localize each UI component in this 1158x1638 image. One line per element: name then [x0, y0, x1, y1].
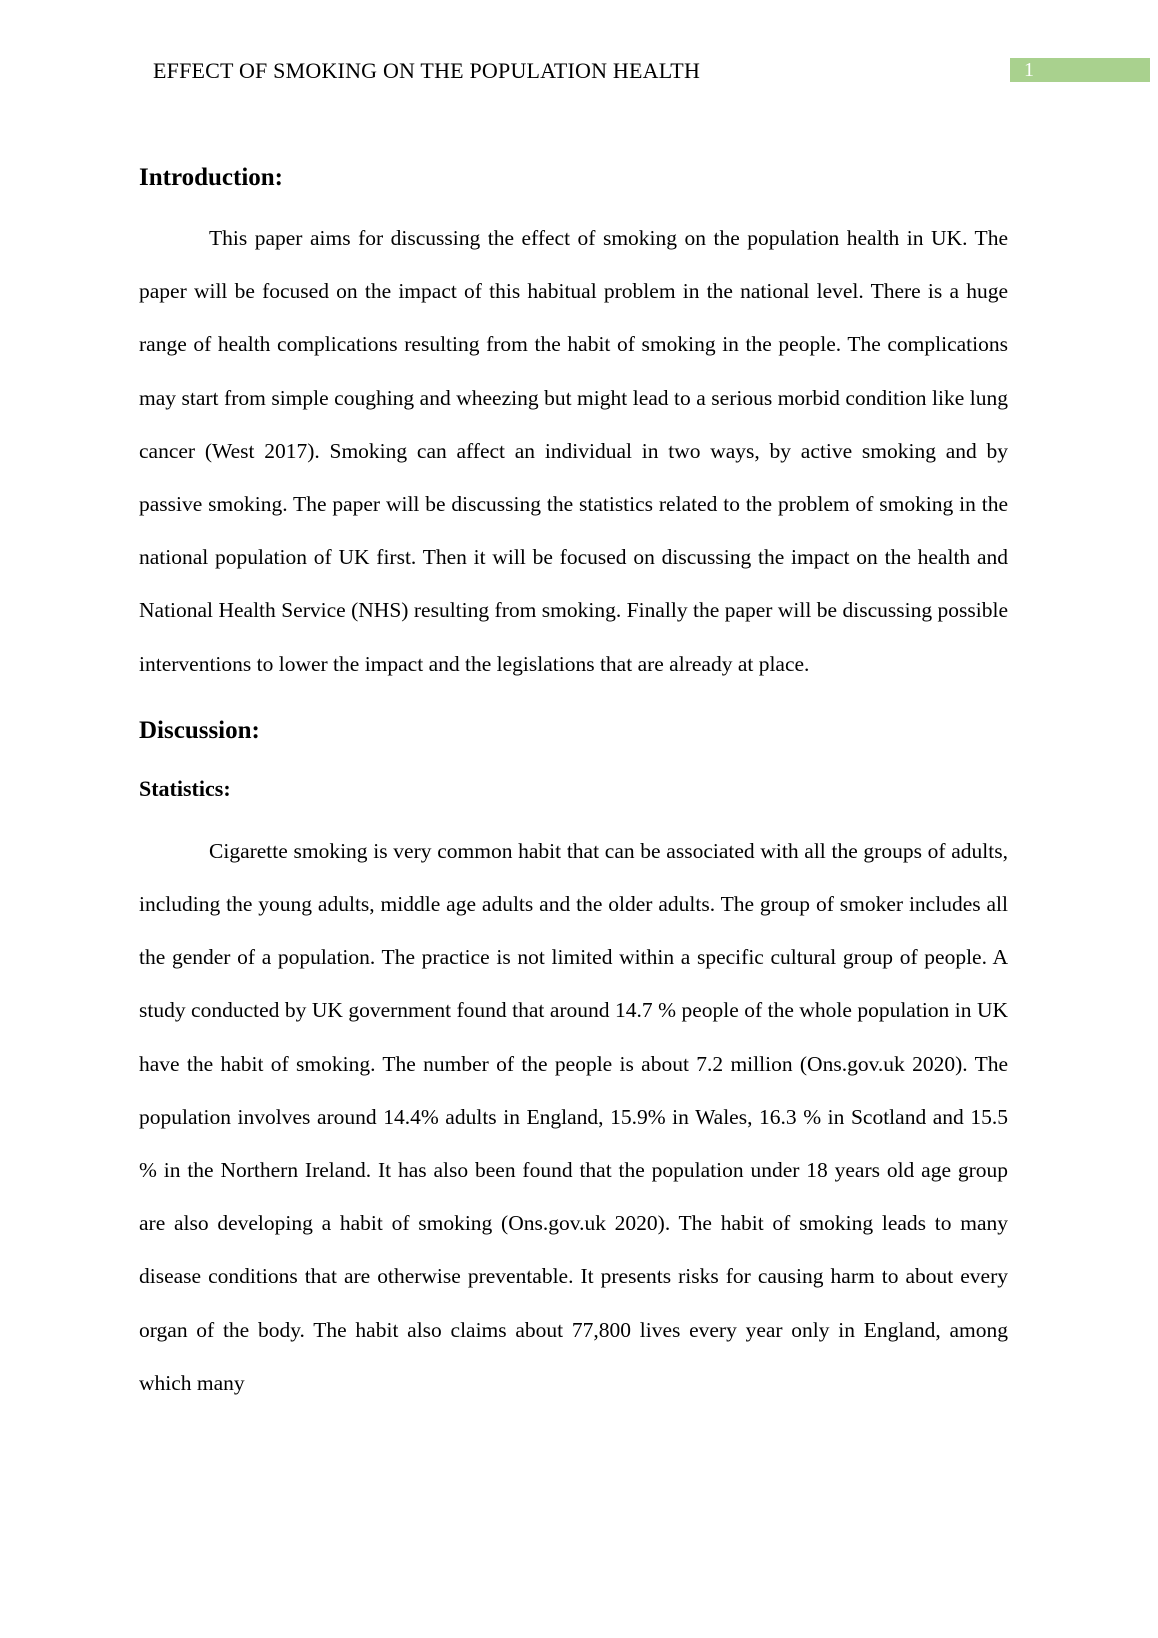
statistics-paragraph: Cigarette smoking is very common habit that can be associated with all the groups of adults, including the young adults, middle age adults and the older adults. The group of smoker includes all the gender of a population. The practice is not limited within a specific cultural group of people. A study conducted by UK government found that around 14.7 % people of the whole population in UK have the habit of smoking. The number of the people is about 7.2 million (Ons.gov.uk 2020). The population involves around 14.4% adults in England, 15.9% in Wales, 16.3 % in Scotland and 15.5 % in the Northern Ireland. It has also been found that the population under 18 years old age group are also developing a habit of smoking (Ons.gov.uk 2020). The habit of smoking leads to many disease conditions that are otherwise preventable. It presents risks for causing harm to about every organ of the body. The habit also claims about 77,800 lives every year only in England, among which many	[139, 838, 1008, 1395]
page-number: 1	[1010, 58, 1150, 82]
running-header-title: EFFECT OF SMOKING ON THE POPULATION HEALTH	[153, 58, 701, 83]
discussion-heading: Discussion:	[139, 716, 260, 744]
document-body	[139, 158, 1008, 1410]
introduction-paragraph: This paper aims for discussing the effect of smoking on the population health in UK. The paper will be focused on the impact of this habitual problem in the national level. There is a huge range of health complications resulting from the habit of smoking in the people. The complications may start from simple coughing and wheezing but might lead to a serious morbid condition like lung cancer (West 2017). Smoking can affect an individual in two ways, by active smoking and by passive smoking. The paper will be discussing the statistics related to the problem of smoking in the national population of UK first. Then it will be focused on discussing the impact on the health and National Health Service (NHS) resulting from smoking. Finally the paper will be discussing possible interventions to lower the impact and the legislations that are already at place.	[139, 226, 1008, 676]
introduction-heading: Introduction:	[139, 164, 284, 191]
statistics-heading: Statistics:	[139, 775, 231, 801]
